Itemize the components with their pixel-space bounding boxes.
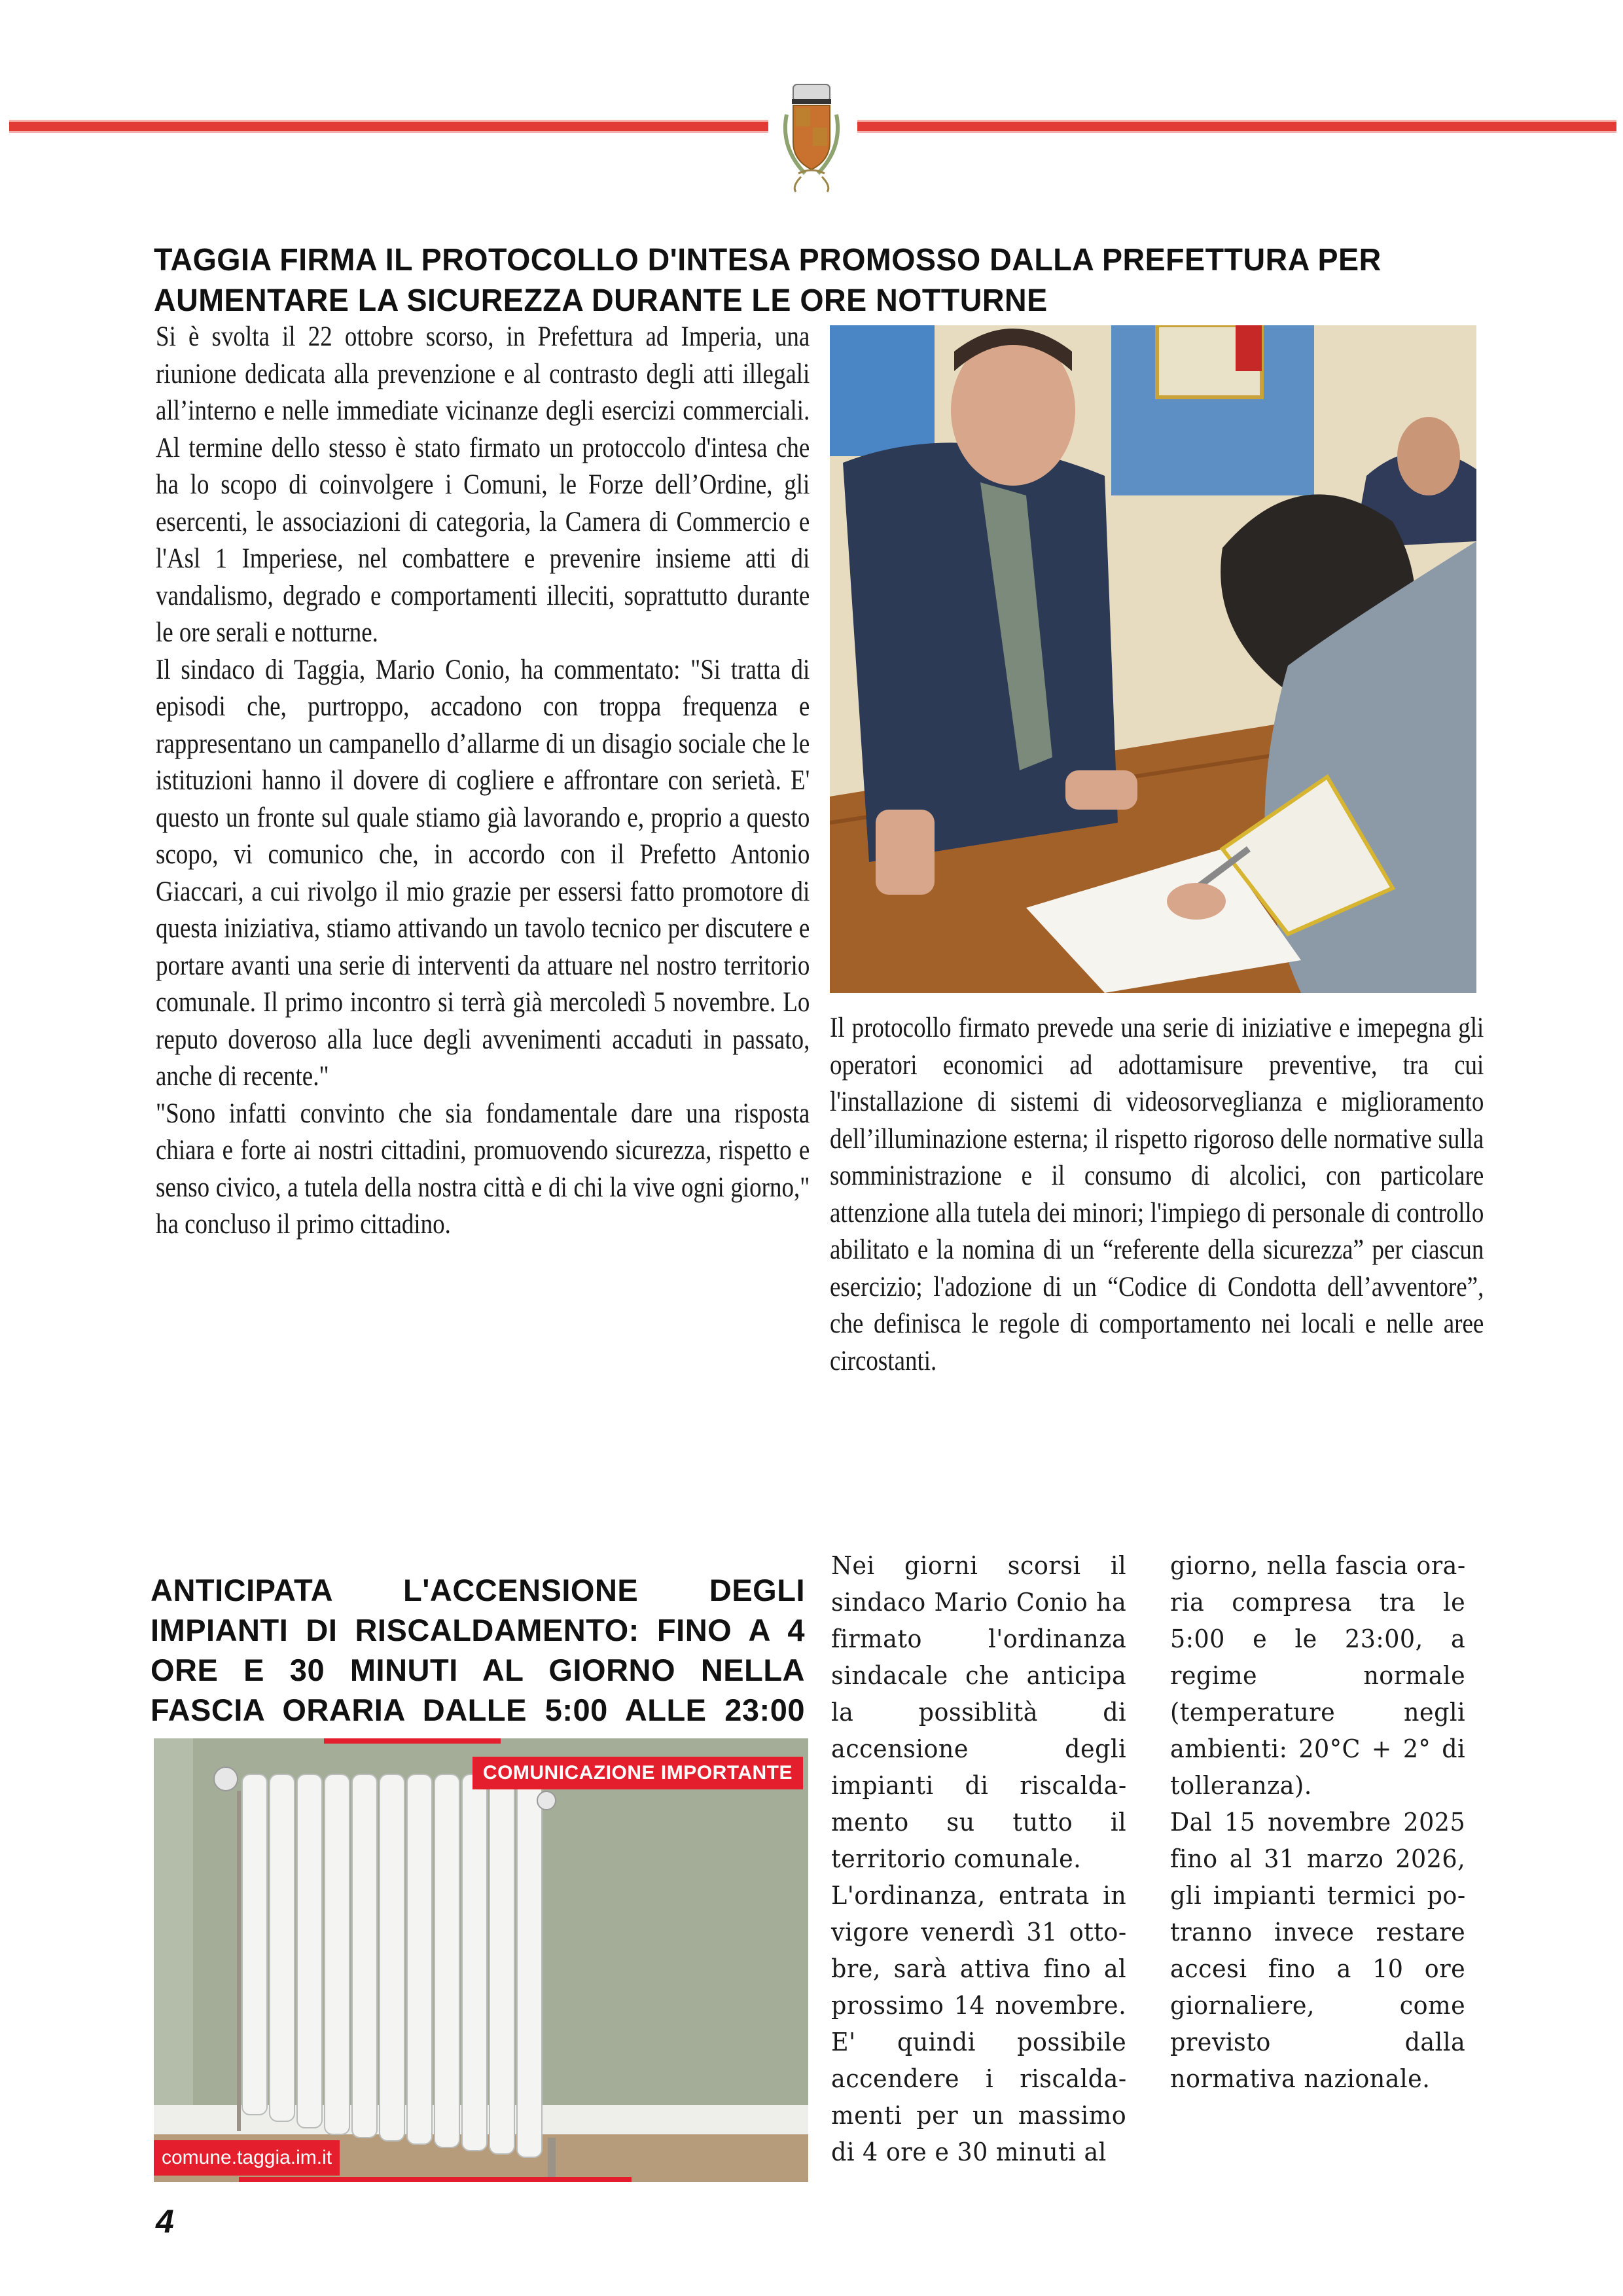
url-accent-line [239, 2177, 632, 2182]
paragraph: giorno, nella fascia oraria compresa tra le 5:00 e le 23:00, a regime normale (temperature negli ambienti: 20°C + 2° di tolleranza). [1170, 1551, 1466, 1800]
paragraph: Nei giorni scorsi il sindaco Mario Conio ha firmato l'ordinanza sindacale che anticipa la possiblità di accensione degli impianti di riscaldamento su tutto il territorio comunale. [831, 1551, 1127, 1873]
article2-column-1 [831, 1547, 1126, 2170]
article2-column-2 [1170, 1547, 1465, 2097]
paragraph: Il sindaco di Taggia, Mario Conio, ha commentato: "Si tratta di episodi che, purtroppo, accadono con troppa frequenza e rappresentano un campanello d’allarme di un disagio sociale che le istituzioni hanno il dovere di cogliere e affrontare con serietà. E' questo un fronte sul quale stiamo già lavorando e, proprio a questo scopo, vi comunico che, in accordo con il Prefetto Antonio Giaccari, a cui rivolgo il mio grazie per essersi fatto promotore di questa iniziativa, stiamo attivando un tavolo tecnico per discutere e portare avanti una serie di interventi da attuare nel nostro territorio comunale. Il primo incontro si terrà già mercoledì 5 novembre. Lo reputo doveroso alla luce degli avvenimenti accaduti in passato, anche di recente." [156, 654, 810, 1092]
radiator-illustration [154, 1738, 808, 2182]
paragraph: "Sono infatti convinto che sia fondamentale dare una risposta chiara e forte ai nostri cittadini, promuovendo sicurezza, rispetto e senso civico, a tutela della nostra città e di chi la vive ogni giorno," ha concluso il primo cittadino. [156, 1098, 810, 1240]
announcement-banner: COMUNICAZIONE IMPORTANTE [473, 1757, 803, 1789]
banner-accent-line [324, 1738, 501, 1744]
paragraph: L'ordinanza, entrata in vigore venerdì 31 ottobre, sarà attiva fino al prossimo 14 novembre. E' quindi possibile accendere i riscaldamenti per un massimo di 4 ore e 30 minuti al [831, 1881, 1127, 2166]
website-url-tag: comune.taggia.im.it [154, 2140, 340, 2176]
header-rule-left [9, 122, 768, 131]
paragraph: Il protocollo firmato prevede una serie di iniziative e imepegna gli operatori economici ad adottamisure preventive, tra cui l'installazione di sistemi di videosorveglianza e miglioramento dell’illuminazione esterna; il rispetto rigoroso delle normative sulla somministrazione e il consumo di alcolici, con particolare attenzione alla tutela dei minori; l'impiego di personale di controllo abilitato e la nomina di un “referente della sicurezza” per ciascun esercizio; l'adozione di un “Codice di Condotta dell’avventore”, che definisca le regole di comportamento nei locali e nelle aree circostanti. [830, 1013, 1484, 1376]
signing-photo-illustration [830, 325, 1476, 993]
coat-of-arms-icon [772, 82, 851, 196]
page-number: 4 [156, 2203, 174, 2240]
article1-photo [830, 325, 1476, 993]
paragraph: Dal 15 novembre 2025 fino al 31 marzo 2026, gli impianti termici potranno invece restare accesi fino a 10 ore giornaliere, come previsto dalla normativa nazionale. [1170, 1808, 1466, 2093]
article2-image [154, 1738, 808, 2182]
header-rule-right [857, 122, 1616, 131]
article1-title: TAGGIA FIRMA IL PROTOCOLLO D'INTESA PROMOSSO DALLA PREFETTURA PER AUMENTARE LA SICUREZZA DURANTE LE ORE NOTTURNE [154, 243, 1382, 319]
article1-right-column [830, 1010, 1484, 1380]
article2-title: ANTICIPATA L'ACCENSIONE DEGLI IMPIANTI DI RISCALDAMENTO: FINO A 4 ORE E 30 MINUTI AL GIORNO NELLA FASCIA ORARIA DALLE 5:00 ALLE 23:00 [151, 1573, 805, 1727]
article1-left-column [156, 319, 810, 1244]
paragraph: Si è svolta il 22 ottobre scorso, in Prefettura ad Imperia, una riunione dedicata alla prevenzione e al contrasto degli atti illegali all’interno e nelle immediate vicinanze degli esercizi commerciali. Al termine dello stesso è stato firmato un protoccolo d'intesa che ha lo scopo di coinvolgere i Comuni, le Forze dell’Ordine, gli esercenti, le associazioni di categoria, la Camera di Commercio e l'Asl 1 Imperiese, nel combattere e prevenire insieme atti di vandalismo, degrado e comportamenti illeciti, soprattutto durante le ore serali e notturne. [156, 321, 810, 648]
